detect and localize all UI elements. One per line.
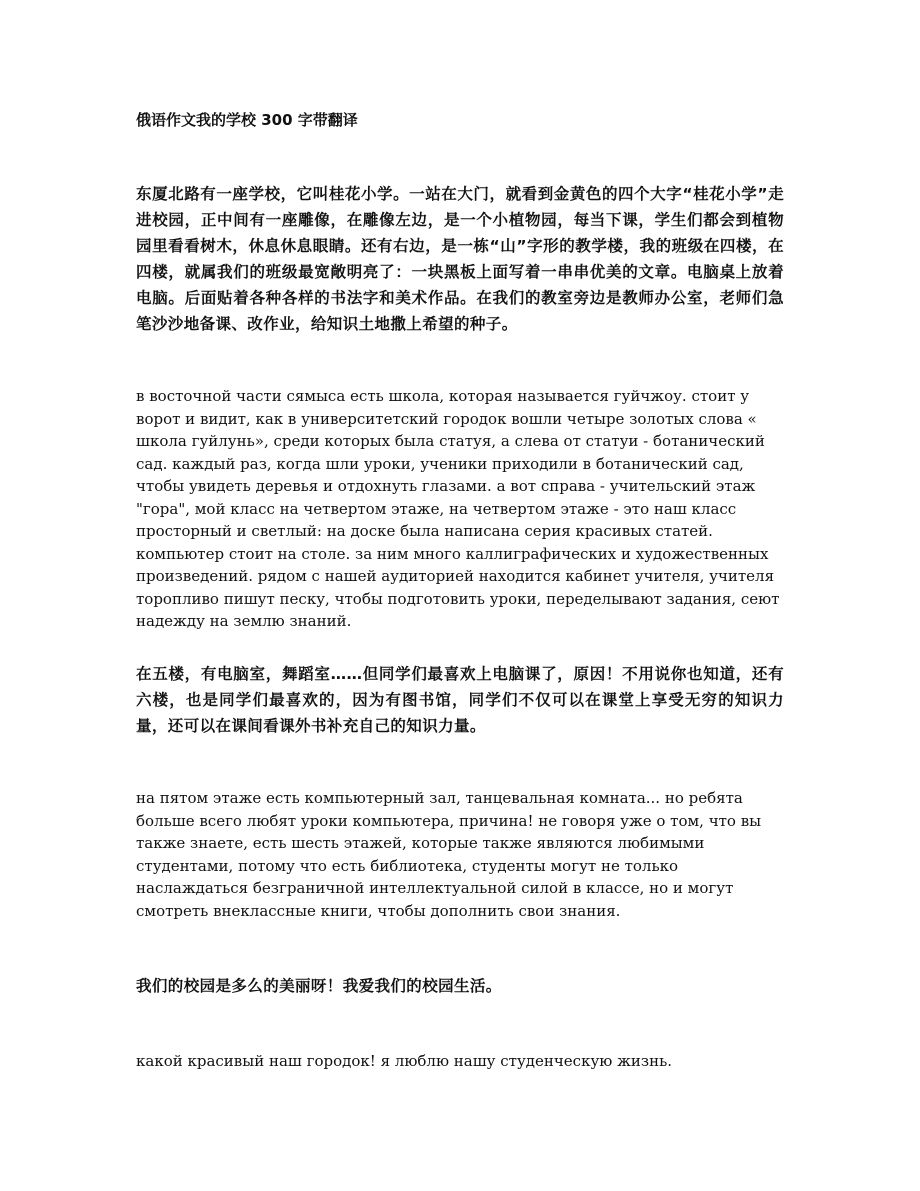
document-title: 俄语作文我的学校 300 字带翻译 xyxy=(136,111,358,129)
paragraph-russian-2: на пятом этаже есть компьютерный зал, танцевальная комната... но ребята больше всего любят уроки компьютера, причина! не говоря уже о том, что вы также знаете, есть шесть этажей, которые также являются любимыми студентами, потому что есть библиотека, студенты могут не только наслаждаться безграничной интеллектуальной силой в классе, но и могут смотреть внеклассные книги, чтобы дополнить свои знания. xyxy=(136,789,762,920)
paragraph-chinese-1: 东厦北路有一座学校，它叫桂花小学。一站在大门，就看到金黄色的四个大字“桂花小学”走进校园，正中间有一座雕像，在雕像左边，是一个小植物园，每当下课，学生们都会到植物园里看看树木，休息休息眼睛。还有右边，是一栋“山”字形的教学楼，我的班级在四楼，在四楼，就属我们的班级最宽敞明亮了：一块黑板上面写着一串串优美的文章。电脑桌上放着电脑。后面贴着各种各样的书法字和美术作品。在我们的教室旁边是教师办公室，老师们急笔沙沙地备课、改作业，给知识土地撒上希望的种子。 xyxy=(136,185,784,333)
paragraph-russian-3: какой красивый наш городок! я люблю нашу студенческую жизнь. xyxy=(136,1052,673,1070)
paragraph-russian-1: в восточной части сямыса есть школа, которая называется гуйчжоу. стоит у ворот и видит, как в университетский городок вошли четыре золотых слова « школа гуйлунь», среди которых была статуя, а слева от статуи - ботанический сад. каждый раз, когда шли уроки, ученики приходили в ботанический сад, чтобы увидеть деревья и отдохнуть глазами. а вот справа - учительский этаж "гора", мой класс на четвертом этаже, на четвертом этаже - это наш класс просторный и светлый: на доске была написана серия красивых статей. компьютер стоит на столе. за ним много каллиграфических и художественных произведений. рядом с нашей аудиторией находится кабинет учителя, учителя торопливо пишут песку, чтобы подготовить уроки, переделывают задания, сеют надежду на землю знаний. xyxy=(136,387,780,630)
paragraph-chinese-2: 在五楼，有电脑室，舞蹈室……但同学们最喜欢上电脑课了，原因！不用说你也知道，还有六楼，也是同学们最喜欢的，因为有图书馆，同学们不仅可以在课堂上享受无穷的知识力量，还可以在课间看课外书补充自己的知识力量。 xyxy=(136,665,784,735)
paragraph-chinese-3: 我们的校园是多么的美丽呀！我爱我们的校园生活。 xyxy=(136,977,502,995)
